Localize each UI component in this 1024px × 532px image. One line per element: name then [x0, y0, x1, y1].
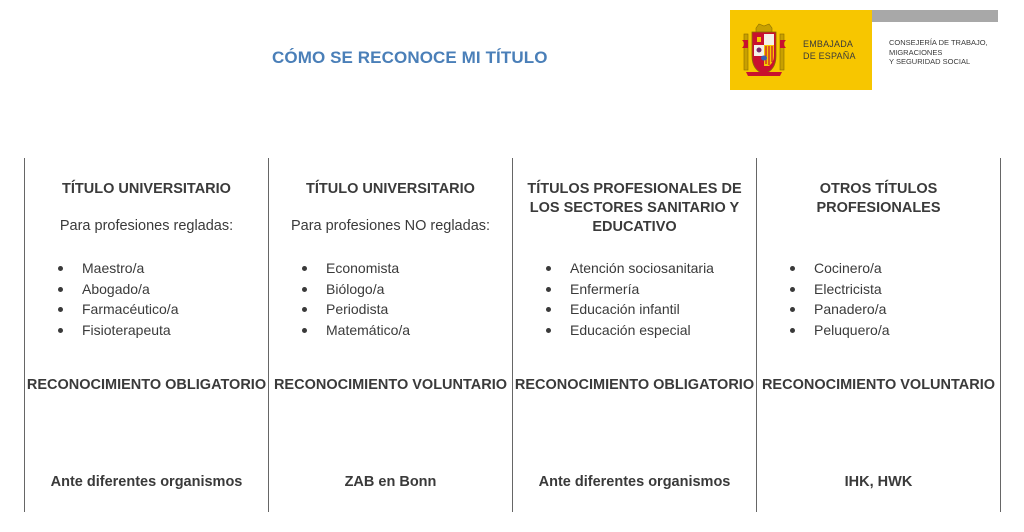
list-item: Fisioterapeuta: [56, 320, 178, 341]
list-item: Enfermería: [544, 279, 714, 300]
column-other-professional: [757, 158, 1000, 512]
profession-list: [300, 258, 410, 340]
column-subheading: Para profesiones regladas:: [59, 218, 234, 234]
list-item: Matemático/a: [300, 320, 410, 341]
recognition-type: RECONOCIMIENTO OBLIGATORIO: [26, 377, 267, 393]
list-item: Atención sociosanitaria: [544, 258, 714, 279]
list-item: Electricista: [788, 279, 890, 300]
recognition-type: RECONOCIMIENTO VOLUNTARIO: [761, 377, 996, 393]
recognition-authority: Ante diferentes organismos: [538, 474, 731, 490]
recognition-authority: Ante diferentes organismos: [50, 474, 243, 490]
embassy-logo: [730, 10, 872, 90]
recognition-type: RECONOCIMIENTO VOLUNTARIO: [273, 377, 508, 393]
column-university-nonregulated: [269, 158, 512, 512]
column-professional-health-education: [513, 158, 756, 512]
profession-list: [788, 258, 890, 340]
list-item: Panadero/a: [788, 299, 890, 320]
page-title: CÓMO SE RECONOCE MI TÍTULO: [272, 48, 548, 67]
consejeria-name: CONSEJERÍA DE TRABAJO, MIGRACIONES Y SEGURIDAD SOCIAL: [889, 38, 988, 66]
recognition-authority: IHK, HWK: [844, 474, 913, 490]
profession-list: [56, 258, 178, 340]
list-item: Peluquero/a: [788, 320, 890, 341]
list-item: Cocinero/a: [788, 258, 890, 279]
embassy-name: EMBAJADA DE ESPAÑA: [803, 39, 856, 61]
list-item: Periodista: [300, 299, 410, 320]
column-divider: [1000, 158, 1001, 512]
recognition-authority: ZAB en Bonn: [344, 474, 437, 490]
list-item: Economista: [300, 258, 410, 279]
list-item: Abogado/a: [56, 279, 178, 300]
column-heading: TÍTULO UNIVERSITARIO: [62, 181, 231, 197]
coat-of-arms-icon: [742, 22, 786, 78]
profession-list: [544, 258, 714, 340]
column-heading: OTROS TÍTULOS PROFESIONALES: [816, 181, 941, 216]
list-item: Educación especial: [544, 320, 714, 341]
recognition-type: RECONOCIMIENTO OBLIGATORIO: [514, 377, 755, 393]
list-item: Biólogo/a: [300, 279, 410, 300]
column-subheading: Para profesiones NO regladas:: [290, 218, 491, 234]
column-university-regulated: [25, 158, 268, 512]
column-heading: TÍTULOS PROFESIONALES DE LOS SECTORES SANITARIO Y EDUCATIVO: [527, 181, 742, 235]
list-item: Educación infantil: [544, 299, 714, 320]
logo-grey-bar: [872, 10, 998, 22]
list-item: Maestro/a: [56, 258, 178, 279]
column-heading: TÍTULO UNIVERSITARIO: [306, 181, 475, 197]
list-item: Farmacéutico/a: [56, 299, 178, 320]
